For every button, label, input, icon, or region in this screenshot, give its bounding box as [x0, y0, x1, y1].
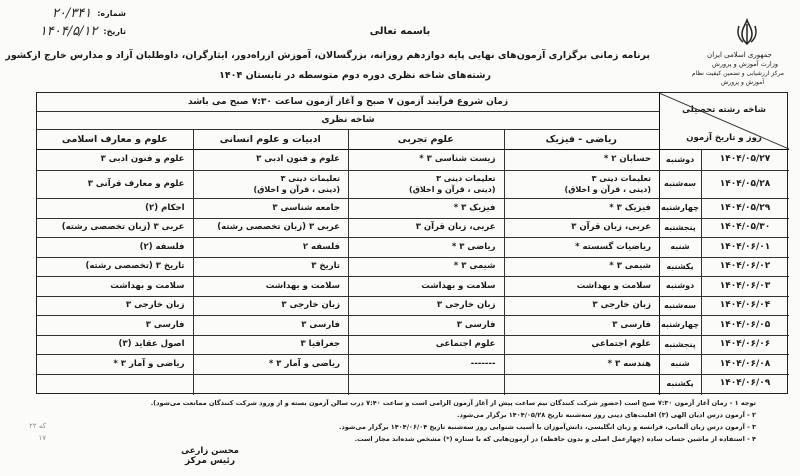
subject-cell: عربی ۳ (زبان تخصصی رشته): [217, 222, 340, 233]
subject-cell: تاریخ ۳ (تخصصی رشته): [85, 261, 185, 272]
subject-cell: علوم و معارف قرآنی ۳: [87, 178, 185, 189]
number-value: ۲۰/۳۴۱: [51, 5, 92, 21]
day-date-header: روز و تاریخ آزمون: [686, 133, 762, 143]
subject-cell: زبان خارجی ۳: [281, 300, 340, 311]
signer-name: محسن زارعی: [181, 446, 239, 456]
subject-cell: سلامت و بهداشت: [265, 280, 340, 291]
subject-cell: -------: [470, 358, 496, 369]
subject-cell: ریاضی و آمار ۳ *: [268, 358, 340, 369]
exam-day: پنجشنبه: [664, 339, 696, 349]
subject-cell: [348, 374, 504, 393]
footnote-2: ۲ - آزمون درس ادیان الهی (۳) اقلیت‌های دینی روز سه‌شنبه تاریخ ۱۴۰۴/۰۵/۲۸ برگزار می‌شود.: [457, 411, 756, 419]
subject-cell: شیمی ۳ *: [609, 261, 651, 272]
subject-cell: تعلیمات دینی ۳ (دینی ، قرآن و اخلاق): [409, 173, 496, 194]
column-header: ادبیات و علوم انسانی: [219, 133, 321, 145]
branch-title: شاخه نظری: [321, 115, 375, 125]
table-rule: [37, 111, 659, 112]
subject-cell: تعلیمات دینی ۳ (دینی ، قرآن و اخلاق): [253, 173, 340, 194]
footnote-3: ۳ - آزمون درس زبان آلمانی، فرانسه و زبان انگلیسی، دانش‌آموزان با آسیب شنوایی روز سه‌شنبه تاریخ ۱۴۰۴/۰۶/۰۴ برگزار می‌شود.: [339, 423, 756, 431]
subject-cell: فلسفه (۲): [139, 241, 185, 252]
exam-date: ۱۴۰۴/۰۶/۰۴: [719, 300, 771, 311]
exam-day: چهارشنبه: [661, 203, 699, 213]
exam-date: ۱۴۰۴/۰۶/۰۹: [719, 378, 771, 389]
exam-day: چهارشنبه: [661, 320, 699, 330]
schedule-table: [36, 92, 788, 394]
ministry-logo: [664, 18, 784, 87]
stamp-line-2: ۱۷: [38, 434, 46, 442]
subject-cell: علوم و فنون ادبی ۳: [100, 154, 185, 165]
exam-date: ۱۴۰۴/۰۶/۰۱: [719, 241, 771, 252]
column-header: علوم و معارف اسلامی: [61, 133, 168, 145]
subject-cell: علوم و فنون ادبی ۳: [256, 154, 340, 165]
subject-cell: فارسی ۳: [612, 319, 651, 330]
exam-date: ۱۴۰۴/۰۶/۰۲: [719, 261, 771, 272]
logo-line-4: آموزش و پرورش: [720, 79, 764, 86]
subject-cell: علوم اجتماعی: [435, 339, 496, 350]
subject-cell: فارسی ۳: [145, 319, 185, 330]
subject-cell: احکام (۲): [145, 202, 185, 213]
stamp-line-1: که ۲۲: [29, 422, 46, 430]
document-title: برنامه زمانی برگزاری آزمون‌های نهایی پایه دوازدهم روزانه، بزرگسالان، آموزش ازراه‌دور، ایثارگران، داوطلبان آزاد و مدارس خارج ازکشور: [5, 50, 650, 61]
subject-cell: جامعه شناسی ۳: [272, 202, 340, 213]
subject-cell: فلسفه ۲: [302, 241, 340, 252]
receipt-stamp: [2, 420, 46, 444]
exam-day: سه‌شنبه: [664, 179, 696, 189]
start-time-banner: زمان شروع فرآیند آزمون ۷ صبح و آغاز آزمون ساعت ۷:۳۰ صبح می باشد: [188, 97, 508, 107]
exam-day: پنجشنبه: [664, 222, 696, 232]
subject-cell: [504, 374, 660, 393]
subject-cell: سلامت و بهداشت: [576, 280, 651, 291]
exam-date: ۱۴۰۴/۰۵/۲۹: [719, 202, 771, 213]
signer-role: رئیس مرکز: [184, 456, 236, 466]
subject-cell: ریاضیات گسسته *: [575, 241, 651, 252]
subject-cell: هندسه ۳ *: [607, 358, 651, 369]
exam-date: ۱۴۰۴/۰۵/۲۸: [719, 178, 771, 189]
subject-cell: زبان خارجی ۳: [592, 300, 651, 311]
subject-cell: زبان خارجی ۳: [436, 300, 496, 311]
exam-day: دوشنبه: [665, 281, 695, 291]
column-header: علوم تجربی: [397, 133, 454, 145]
subject-cell: جغرافیا ۳: [300, 339, 340, 350]
subject-cell: تاریخ ۳: [311, 261, 340, 272]
subject-cell: فیزیک ۳ *: [609, 202, 651, 213]
basmala: باسمه تعالی: [369, 26, 431, 37]
subject-cell: عربی، زبان قرآن ۳: [571, 222, 651, 233]
subject-cell: سلامت و بهداشت: [421, 280, 496, 291]
subject-cell: شیمی ۳ *: [453, 261, 496, 272]
subject-cell: [193, 374, 349, 393]
branch-header: شاخه رشته تحصیلی: [682, 105, 766, 115]
subject-cell: فارسی ۳: [301, 319, 340, 330]
subject-cell: فارسی ۳: [456, 319, 496, 330]
subject-cell: زبان خارجی ۳: [125, 300, 185, 311]
exam-date: ۱۴۰۴/۰۶/۰۸: [719, 358, 771, 369]
subject-cell: ریاضی و آمار ۳ *: [113, 358, 185, 369]
logo-line-3: مرکز ارزشیابی و تضمین کیفیت نظام: [691, 70, 784, 77]
exam-day: شنبه: [670, 359, 690, 369]
exam-date: ۱۴۰۴/۰۶/۰۶: [719, 339, 771, 350]
document-subtitle: رشته‌های شاخه نظری دوره دوم متوسطه در تابستان ۱۴۰۴: [219, 70, 491, 81]
subject-cell: حسابان ۲ *: [603, 154, 651, 165]
exam-date: ۱۴۰۴/۰۵/۳۰: [719, 222, 771, 233]
exam-day: سه‌شنبه: [664, 300, 696, 310]
iran-emblem-icon: [734, 18, 760, 46]
exam-date: ۱۴۰۴/۰۵/۲۷: [719, 154, 771, 165]
exam-day: یکشنبه: [666, 261, 694, 271]
subject-cell: اصول عقاید (۳): [118, 339, 185, 350]
signature-block: [160, 446, 260, 466]
subject-cell: زیست شناسی ۳ *: [419, 154, 496, 165]
subject-cell: علوم اجتماعی: [591, 339, 651, 350]
footnote-4: ۴ - استفاده از ماشین حساب ساده (چهارعمل اصلی و بدون حافظه) در آزمون‌هایی که با ستاره (*) مشخص شده‌اند مجاز است.: [354, 435, 756, 443]
logo-line-2: وزارت آموزش و پرورش: [711, 60, 778, 68]
column-header: ریاضی - فیزیک: [545, 133, 617, 145]
exam-date: ۱۴۰۴/۰۶/۰۵: [719, 319, 771, 330]
logo-line-1: جمهوری اسلامی ایران: [707, 51, 772, 59]
date-value: ۱۴۰۴/۵/۱۲: [39, 23, 98, 39]
exam-day: دوشنبه: [665, 154, 695, 164]
exam-date: ۱۴۰۴/۰۶/۰۳: [719, 280, 771, 291]
exam-day: یکشنبه: [666, 378, 694, 388]
date-label: تاریخ:: [103, 26, 126, 36]
subject-cell: عربی، زبان قرآن ۳: [415, 222, 496, 233]
exam-day: شنبه: [670, 242, 690, 252]
number-label: شماره:: [97, 8, 126, 18]
subject-cell: عربی ۳ (زبان تخصصی رشته): [61, 222, 185, 233]
subject-cell: ریاضی ۳ *: [451, 241, 496, 252]
footnote-1: توجه ۱ - زمان آغاز آزمون ۷:۳۰ صبح است (حضور شرکت کنندگان نیم ساعت پیش از آغاز آزمون الزامی است و ساعت ۷:۴۰ درب سالن آزمون بسته و از ورود شرکت کنندگان ممانعت می‌شود).: [150, 399, 756, 407]
subject-cell: سلامت و بهداشت: [110, 280, 185, 291]
subject-cell: فیزیک ۳ *: [453, 202, 496, 213]
subject-cell: [37, 374, 193, 393]
subject-cell: تعلیمات دینی ۳ (دینی ، قرآن و اخلاق): [564, 173, 651, 194]
corner-diagonal: [659, 93, 789, 149]
